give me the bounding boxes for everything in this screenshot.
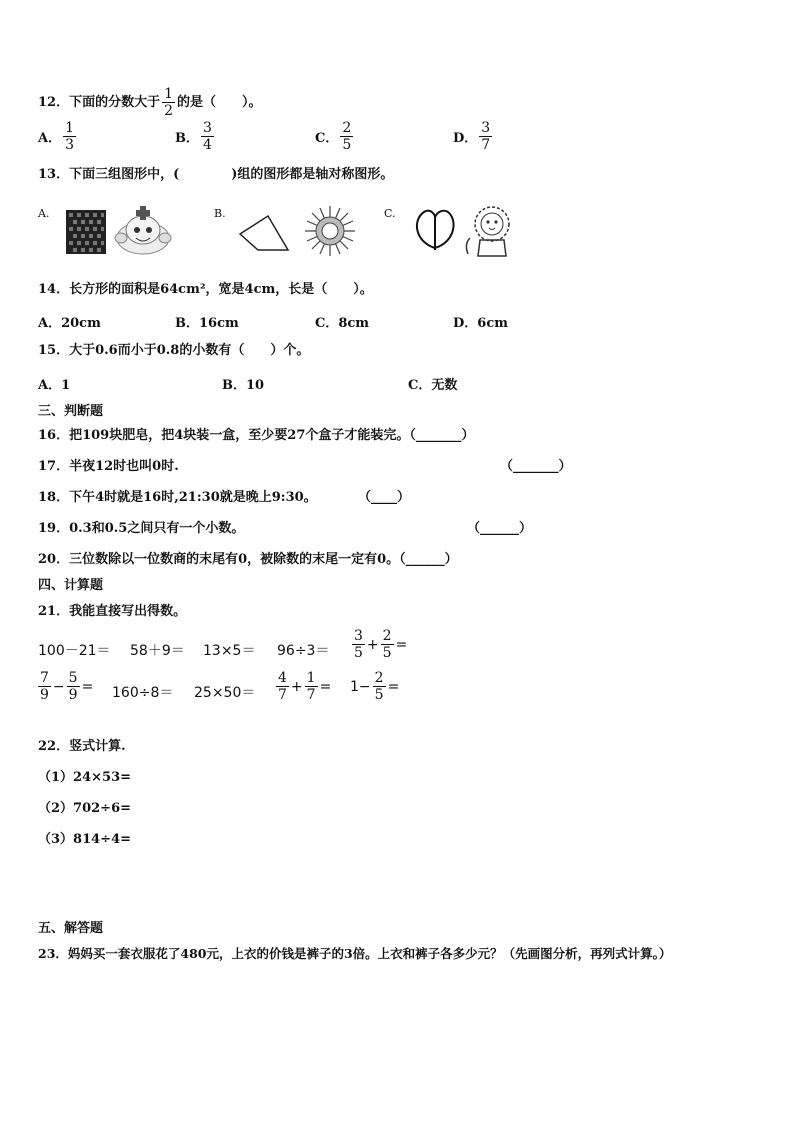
option-label: A． xyxy=(38,131,62,146)
option-a[interactable]: A．20cm xyxy=(38,316,101,331)
cartoon-doctor-icon xyxy=(112,204,174,258)
question-19: 19．0.3和0.5之间只有一个小数。 xyxy=(38,521,245,536)
denominator: 7 xyxy=(278,687,287,703)
question-18: 18．下午4时就是16时,21:30就是晚上9:30。 xyxy=(38,490,317,505)
fraction xyxy=(201,120,214,153)
numerator: 3 xyxy=(203,120,212,136)
option-c[interactable] xyxy=(315,120,355,153)
operator: + xyxy=(366,636,379,653)
section-heading-word-problems: 五、解答题 xyxy=(38,921,104,936)
lion-icon xyxy=(462,204,522,260)
fraction xyxy=(63,120,76,153)
section-heading-judgment: 三、判断题 xyxy=(38,404,104,419)
fraction xyxy=(276,670,289,703)
figure-label-b: B. xyxy=(214,207,226,220)
option-d[interactable]: D．6cm xyxy=(453,316,508,331)
operand: 1− xyxy=(350,678,371,695)
denominator: 5 xyxy=(374,687,384,703)
fraction xyxy=(162,86,175,119)
mental-calc-fraction-item xyxy=(350,670,399,703)
question-21: 21．我能直接写出得数。 xyxy=(38,604,187,619)
question-12 xyxy=(38,86,262,119)
question-text: 12．下面的分数大于 xyxy=(38,95,161,110)
fraction xyxy=(305,670,318,703)
question-text: 的是（ ）。 xyxy=(177,95,262,110)
option-c[interactable]: C．8cm xyxy=(315,316,370,331)
equals-sign: = xyxy=(81,678,94,695)
vertical-calc-item: （1）24×53= xyxy=(38,770,132,785)
figure-label-a: A. xyxy=(38,207,50,220)
numerator: 2 xyxy=(382,628,392,644)
question-13: 13．下面三组图形中，( )组的图形都是轴对称图形。 xyxy=(38,167,394,182)
fraction xyxy=(381,628,394,661)
question-16: 16．把109块肥皂，把4块装一盒，至少要27个盒子才能装完。（_______） xyxy=(38,428,475,443)
question-22: 22．竖式计算. xyxy=(38,739,126,754)
fraction xyxy=(479,120,492,153)
vertical-calc-item: （3）814÷4= xyxy=(38,832,132,847)
figure-label-c: C. xyxy=(384,207,396,220)
numerator: 1 xyxy=(306,670,316,686)
numerator: 3 xyxy=(481,120,491,136)
denominator: 5 xyxy=(342,137,352,153)
equals-sign: = xyxy=(395,636,408,653)
mental-calc-fraction-item xyxy=(36,670,93,703)
mental-calc-item: 100－21＝ xyxy=(38,643,111,659)
numerator: 1 xyxy=(164,86,174,102)
question-23: 23．妈妈买一套衣服花了480元，上衣的价钱是裤子的3倍。上衣和裤子各多少元？（先画图分析，再列式计算。） xyxy=(38,946,672,961)
option-a[interactable]: A．1 xyxy=(38,378,71,393)
fraction xyxy=(352,628,365,661)
mental-calc-fraction-item xyxy=(350,628,407,661)
option-b[interactable]: B．16cm xyxy=(175,316,239,331)
numerator: 3 xyxy=(354,628,363,644)
fraction xyxy=(67,670,80,703)
mental-calc-item: 13×5＝ xyxy=(203,643,256,659)
denominator: 4 xyxy=(203,137,212,153)
vertical-calc-item: （2）702÷6= xyxy=(38,801,132,816)
option-label: B． xyxy=(175,131,199,146)
question-14: 14．长方形的面积是64cm²，宽是4cm，长是（ ）。 xyxy=(38,282,373,297)
answer-blank-17[interactable]: （_______） xyxy=(500,459,572,474)
parallelogram-icon xyxy=(236,212,292,254)
fraction xyxy=(340,120,353,153)
mental-calc-item: 96÷3＝ xyxy=(277,643,330,659)
operator: + xyxy=(290,678,303,695)
numerator: 1 xyxy=(65,120,75,136)
leaf-icon xyxy=(410,206,460,252)
denominator: 7 xyxy=(306,687,316,703)
operator: − xyxy=(52,678,65,695)
denominator: 5 xyxy=(354,645,363,661)
numerator: 7 xyxy=(40,670,49,686)
option-b[interactable] xyxy=(175,120,216,153)
option-label: D． xyxy=(453,131,478,146)
numerator: 2 xyxy=(342,120,352,136)
question-17: 17．半夜12时也叫0时. xyxy=(38,459,179,474)
question-20: 20．三位数除以一位数商的末尾有0，被除数的末尾一定有0。（______） xyxy=(38,552,458,567)
answer-blank-19[interactable]: （______） xyxy=(467,521,533,536)
option-c[interactable]: C．无数 xyxy=(408,378,458,393)
fraction xyxy=(373,670,386,703)
option-a[interactable] xyxy=(38,120,78,153)
option-d[interactable] xyxy=(453,120,494,153)
denominator: 9 xyxy=(40,687,49,703)
mental-calc-item: 160÷8＝ xyxy=(112,685,174,701)
section-heading-calculation: 四、计算题 xyxy=(38,578,104,593)
equals-sign: = xyxy=(319,678,332,695)
numerator: 5 xyxy=(68,670,78,686)
denominator: 9 xyxy=(68,687,78,703)
option-b[interactable]: B．10 xyxy=(222,378,265,393)
fraction xyxy=(38,670,51,703)
mental-calc-item: 58＋9＝ xyxy=(130,643,185,659)
denominator: 2 xyxy=(164,103,174,119)
denominator: 7 xyxy=(481,137,491,153)
mental-calc-fraction-item xyxy=(274,670,331,703)
question-15: 15．大于0.6而小于0.8的小数有（ ）个。 xyxy=(38,343,310,358)
sun-pattern-icon xyxy=(303,204,357,258)
mosaic-pattern-icon xyxy=(66,210,106,254)
denominator: 3 xyxy=(65,137,75,153)
mental-calc-item: 25×50＝ xyxy=(194,685,256,701)
option-label: C． xyxy=(315,131,339,146)
numerator: 2 xyxy=(374,670,384,686)
denominator: 5 xyxy=(382,645,392,661)
answer-blank-18[interactable]: （____） xyxy=(358,490,411,505)
equals-sign: = xyxy=(387,678,400,695)
numerator: 4 xyxy=(278,670,287,686)
